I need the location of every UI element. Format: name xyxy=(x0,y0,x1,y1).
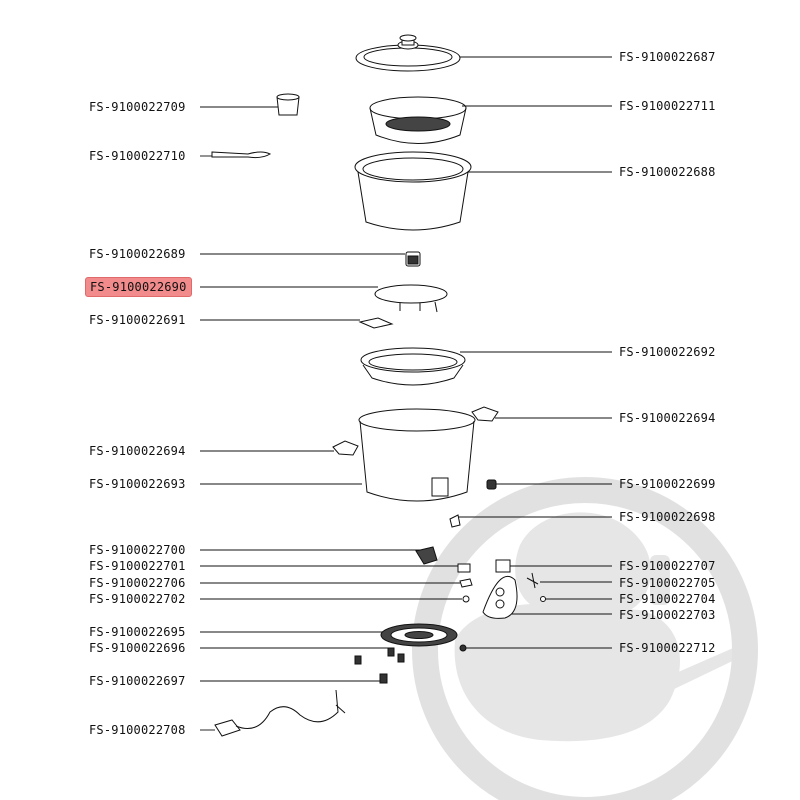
part-label-left[interactable]: FS-9100022691 xyxy=(89,313,186,327)
lid-part xyxy=(356,35,460,71)
power-cord-part xyxy=(215,690,345,736)
part-label-right[interactable]: FS-9100022707 xyxy=(619,559,716,573)
part-label-right[interactable]: FS-9100022687 xyxy=(619,50,716,64)
part-label-right[interactable]: FS-9100022712 xyxy=(619,641,716,655)
rice-spoon-part xyxy=(212,152,270,158)
part-label-right[interactable]: FS-9100022711 xyxy=(619,99,716,113)
part-label-right[interactable]: FS-9100022688 xyxy=(619,165,716,179)
part-label-left[interactable]: FS-9100022695 xyxy=(89,625,186,639)
screws-part xyxy=(355,648,404,683)
part-label-right[interactable]: FS-9100022699 xyxy=(619,477,716,491)
inner-bowl-part xyxy=(355,152,471,230)
heating-plate-part xyxy=(381,624,457,646)
part-label-left[interactable]: FS-9100022700 xyxy=(89,543,186,557)
part-label-right[interactable]: FS-9100022704 xyxy=(619,592,716,606)
part-label-right[interactable]: FS-9100022694 xyxy=(619,411,716,425)
part-label-left[interactable]: FS-9100022697 xyxy=(89,674,186,688)
part-label-left[interactable]: FS-9100022701 xyxy=(89,559,186,573)
leader-lines-right xyxy=(452,57,612,648)
top-ring-part xyxy=(361,348,465,385)
part-label-left[interactable]: FS-9100022696 xyxy=(89,641,186,655)
gasket-clip-part xyxy=(360,318,392,328)
part-label-right[interactable]: FS-9100022698 xyxy=(619,510,716,524)
part-label-left[interactable]: FS-9100022710 xyxy=(89,149,186,163)
part-label-left[interactable]: FS-9100022693 xyxy=(89,477,186,491)
part-label-right[interactable]: FS-9100022705 xyxy=(619,576,716,590)
part-label-highlighted[interactable]: FS-9100022690 xyxy=(85,277,192,297)
cooker-body-part xyxy=(359,409,475,501)
part-label-left[interactable]: FS-9100022702 xyxy=(89,592,186,606)
part-label-left[interactable]: FS-9100022694 xyxy=(89,444,186,458)
part-label-left[interactable]: FS-9100022709 xyxy=(89,100,186,114)
part-label-left[interactable]: FS-9100022706 xyxy=(89,576,186,590)
steamer-basket-part xyxy=(370,97,466,144)
steam-valve-part xyxy=(406,252,420,266)
inner-lid-plate-part xyxy=(375,285,447,312)
part-label-left[interactable]: FS-9100022689 xyxy=(89,247,186,261)
part-label-left[interactable]: FS-9100022708 xyxy=(89,723,186,737)
part-label-right[interactable]: FS-9100022692 xyxy=(619,345,716,359)
measuring-cup-part xyxy=(277,94,299,115)
part-label-right[interactable]: FS-9100022703 xyxy=(619,608,716,622)
